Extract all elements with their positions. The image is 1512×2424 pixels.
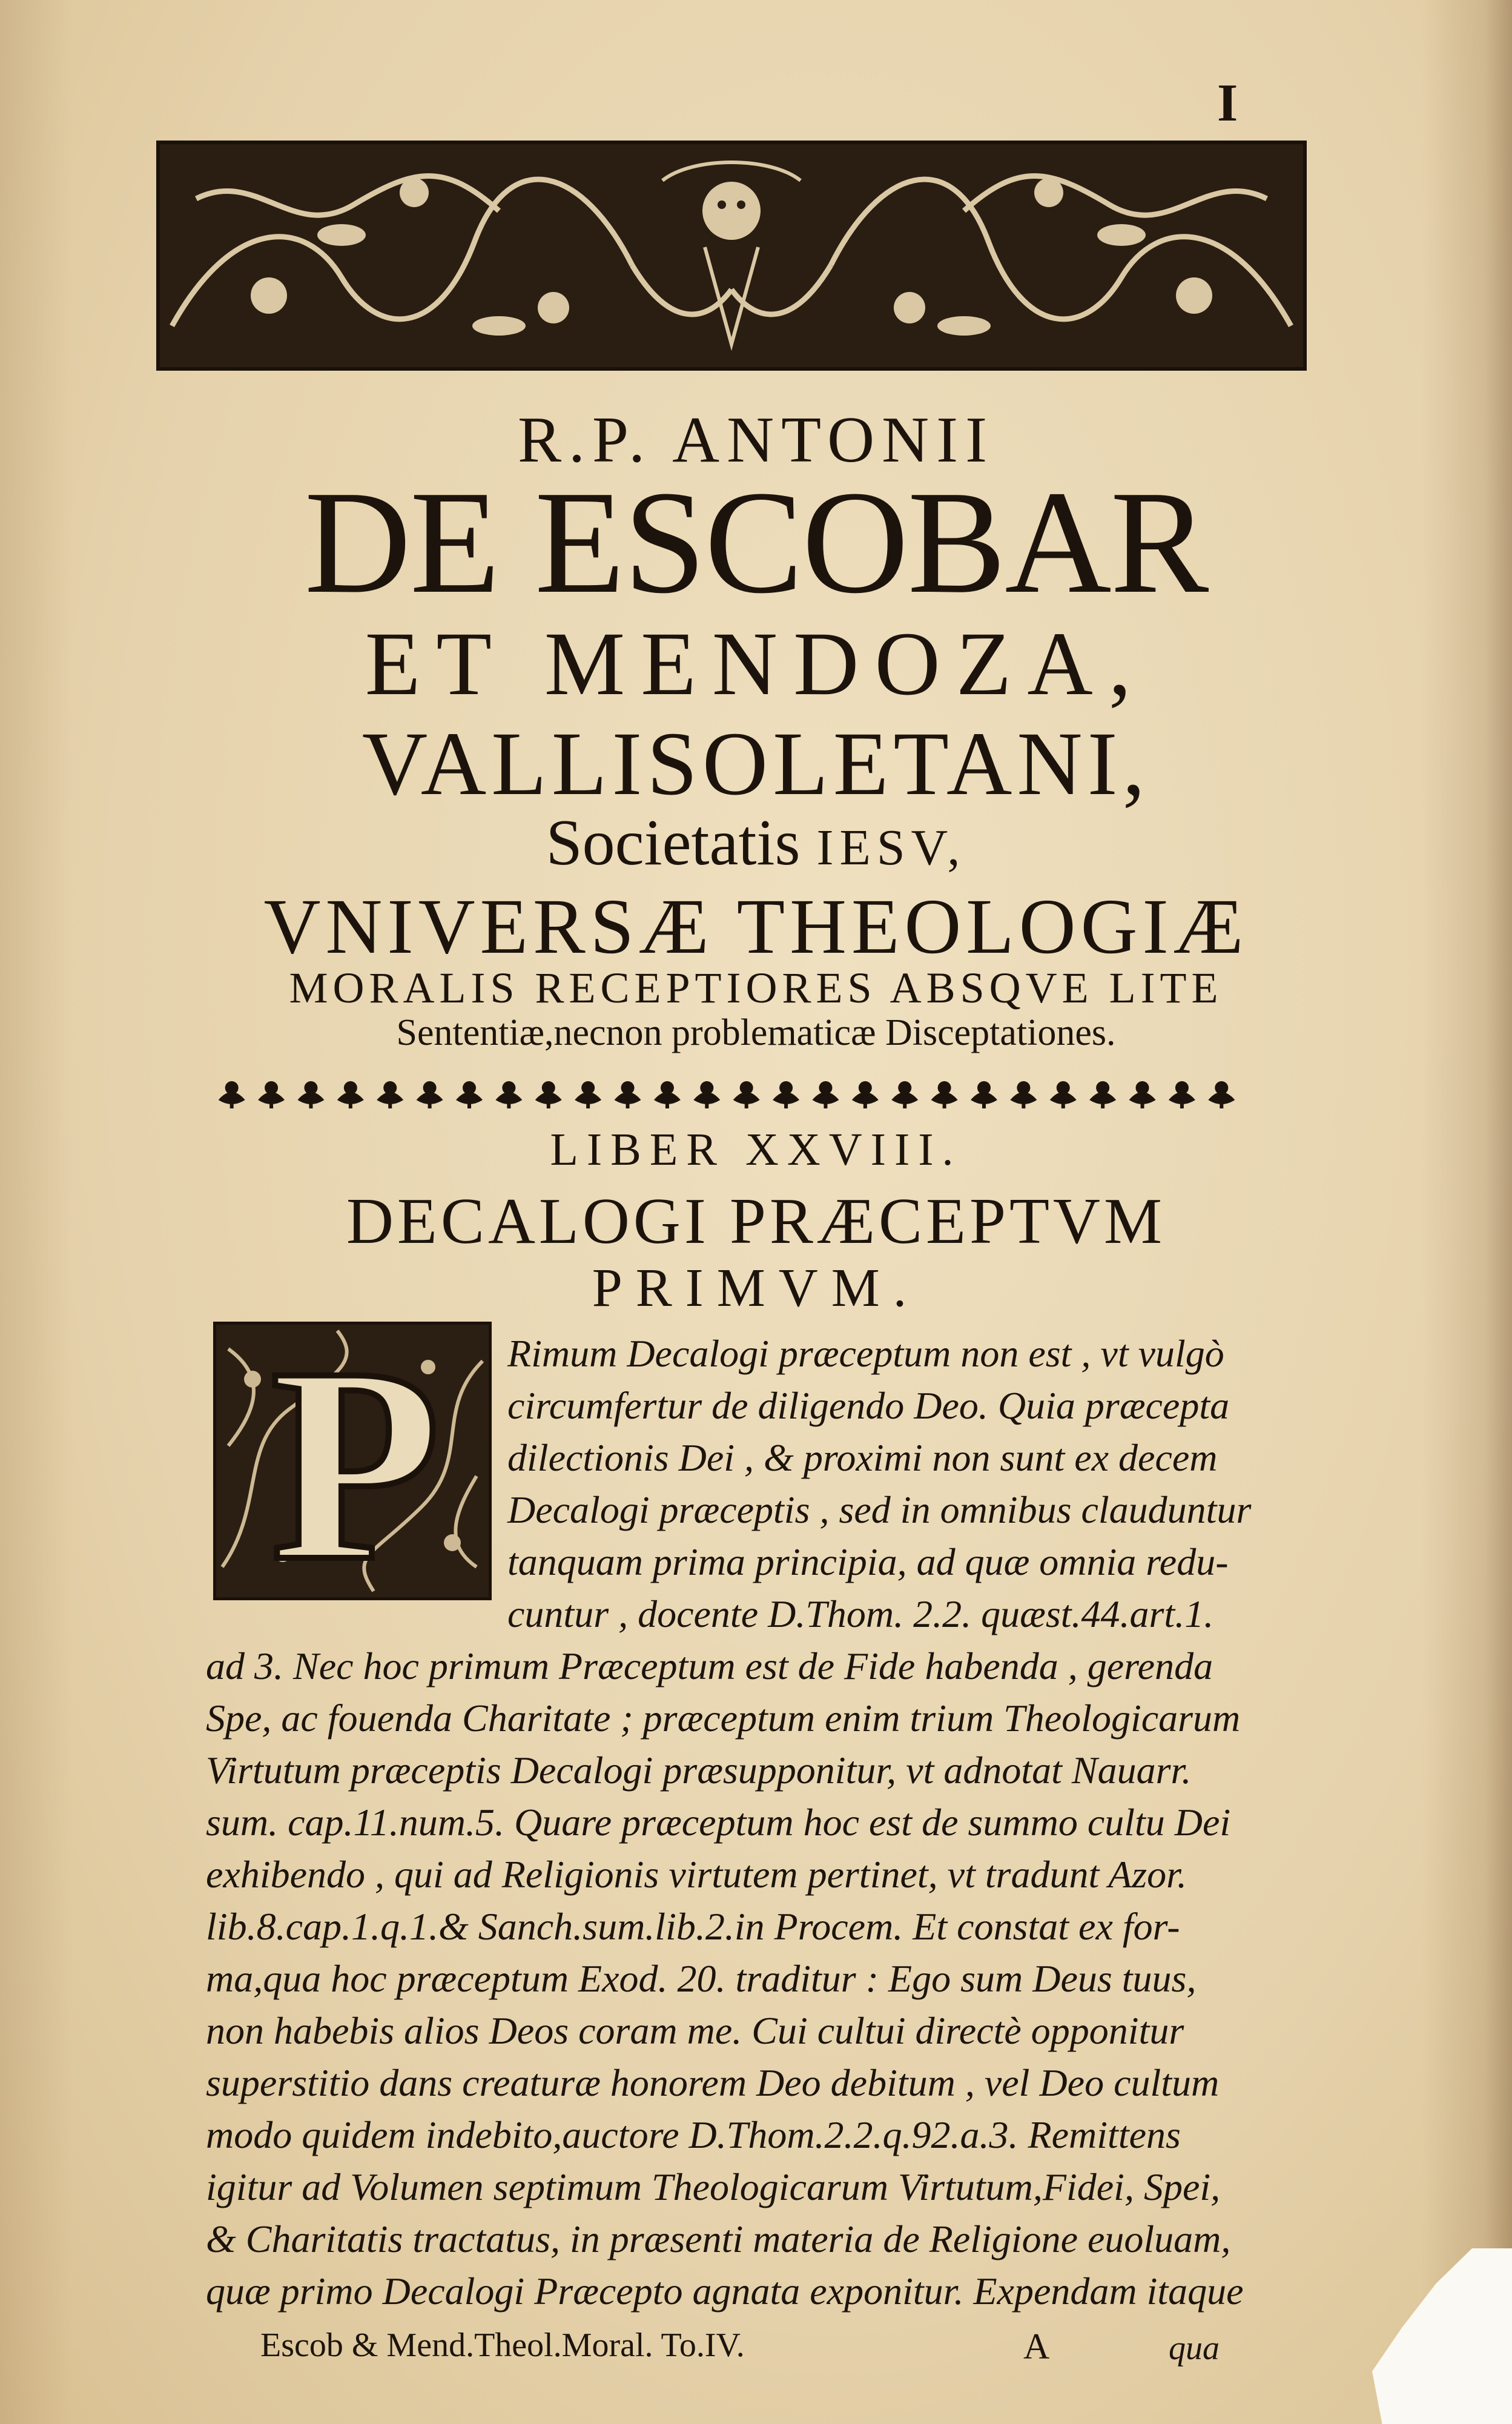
fleuron-icon (812, 1081, 839, 1108)
fleuron-icon (1129, 1081, 1156, 1108)
fleuron-icon (852, 1081, 879, 1108)
body-line: ma,qua hoc præceptum Exod. 20. traditur : Ego sum Deus tuus, (206, 1957, 1197, 2000)
body-line: Spe, ac fouenda Charitate ; præceptum enim trium Theologicarum (206, 1697, 1241, 1740)
author-surname: DE ESCOBAR (304, 460, 1208, 624)
fleuron-icon (1050, 1081, 1077, 1108)
body-line: sum. cap.11.num.5. Quare præceptum hoc est de summo cultu Dei (206, 1801, 1231, 1844)
fleuron-icon (1010, 1081, 1037, 1108)
fleuron-icon (654, 1081, 681, 1108)
fleuron-icon (495, 1081, 522, 1108)
fleuron-icon (891, 1081, 918, 1108)
body-line: tanquam prima principia, ad quæ omnia redu- (507, 1540, 1229, 1583)
fleuron-icon (773, 1081, 799, 1108)
work-subtitle-line2: Sententiæ,necnon problematicæ Disceptationes. (396, 1012, 1116, 1053)
author-second-surname: ET MENDOZA, (365, 614, 1147, 714)
ornamental-headpiece (156, 141, 1307, 371)
catchword: qua (1169, 2330, 1220, 2367)
decorated-initial (213, 1322, 492, 1600)
book-title: DECALOGI PRÆCEPTVM (346, 1185, 1166, 1257)
fleuron-icon (575, 1081, 601, 1108)
body-line: igitur ad Volumen septimum Theologicarum Virtutum,Fidei, Spei, (206, 2165, 1221, 2208)
work-subtitle: MORALIS RECEPTIORES ABSQVE LITE (289, 964, 1223, 1012)
body-line: ad 3. Nec hoc primum Præceptum est de Fide habenda , gerenda (206, 1644, 1213, 1687)
fleuron-icon (456, 1081, 483, 1108)
fleuron-icon (219, 1081, 245, 1108)
fleuron-icon (615, 1081, 641, 1108)
fleuron-icon (297, 1081, 324, 1108)
book-title-line2: PRIMVM. (592, 1258, 920, 1318)
fleuron-icon (258, 1081, 285, 1108)
fleuron-icon (1169, 1081, 1195, 1108)
body-line: & Charitatis tractatus, in præsenti materia de Religione euoluam, (206, 2217, 1231, 2260)
fleuron-icon (931, 1081, 958, 1108)
fleuron-icon (377, 1081, 403, 1108)
body-line: exhibendo , qui ad Religionis virtutem pertinet, vt tradunt Azor. (206, 1853, 1187, 1896)
body-line: dilectionis Dei , & proximi non sunt ex decem (507, 1436, 1218, 1479)
fleuron-border-icon (212, 1072, 1241, 1114)
body-line: Decalogi præceptis , sed in omnibus clauduntur (507, 1488, 1252, 1531)
author-order-name: IESV, (816, 820, 966, 876)
author-origin: VALLISOLETANI, (361, 714, 1151, 814)
fleuron-icon (971, 1081, 997, 1108)
fleuron-icon (1089, 1081, 1116, 1108)
author-order-word: Societatis (546, 807, 801, 879)
work-title: VNIVERSÆ THEOLOGIÆ (263, 883, 1249, 970)
page-number: I (1217, 74, 1238, 133)
body-line: Virtutum præceptis Decalogi præsupponitur, vt adnotat Nauarr. (206, 1749, 1192, 1792)
body-line: modo quidem indebito,auctore D.Thom.2.2.q.92.a.3. Remittens (206, 2113, 1181, 2156)
author-prefix: R.P. ANTONII (517, 404, 995, 476)
fleuron-icon (535, 1081, 562, 1108)
initial-letter: P (270, 1322, 441, 1600)
headpiece-foliage-icon (160, 144, 1303, 367)
book-number: LIBER XXVIII. (550, 1124, 962, 1175)
body-line: Rimum Decalogi præceptum non est , vt vulgò (507, 1332, 1224, 1375)
fleuron-icon (1208, 1081, 1235, 1108)
body-line: cuntur , docente D.Thom. 2.2. quæst.44.art.1. (507, 1592, 1214, 1635)
fleuron-icon (417, 1081, 443, 1108)
fleuron-icon (337, 1081, 364, 1108)
signature-letter: A (1023, 2326, 1050, 2366)
signature-line: Escob & Mend.Theol.Moral. To.IV. (260, 2326, 745, 2364)
fleuron-rule (212, 1072, 1241, 1114)
body-line: lib.8.cap.1.q.1.& Sanch.sum.lib.2.in Procem. Et constat ex for- (206, 1905, 1180, 1948)
author-order (0, 806, 1512, 881)
body-line: superstitio dans creaturæ honorem Deo debitum , vel Deo cultum (206, 2061, 1220, 2104)
body-line: non habebis alios Deos coram me. Cui cultui directè opponitur (206, 2009, 1184, 2052)
fleuron-icon (693, 1081, 720, 1108)
body-line: quæ primo Decalogi Præcepto agnata exponitur. Expendam itaque (206, 2270, 1244, 2313)
body-line: circumfertur de diligendo Deo. Quia præcepta (507, 1384, 1230, 1427)
fleuron-icon (733, 1081, 760, 1108)
